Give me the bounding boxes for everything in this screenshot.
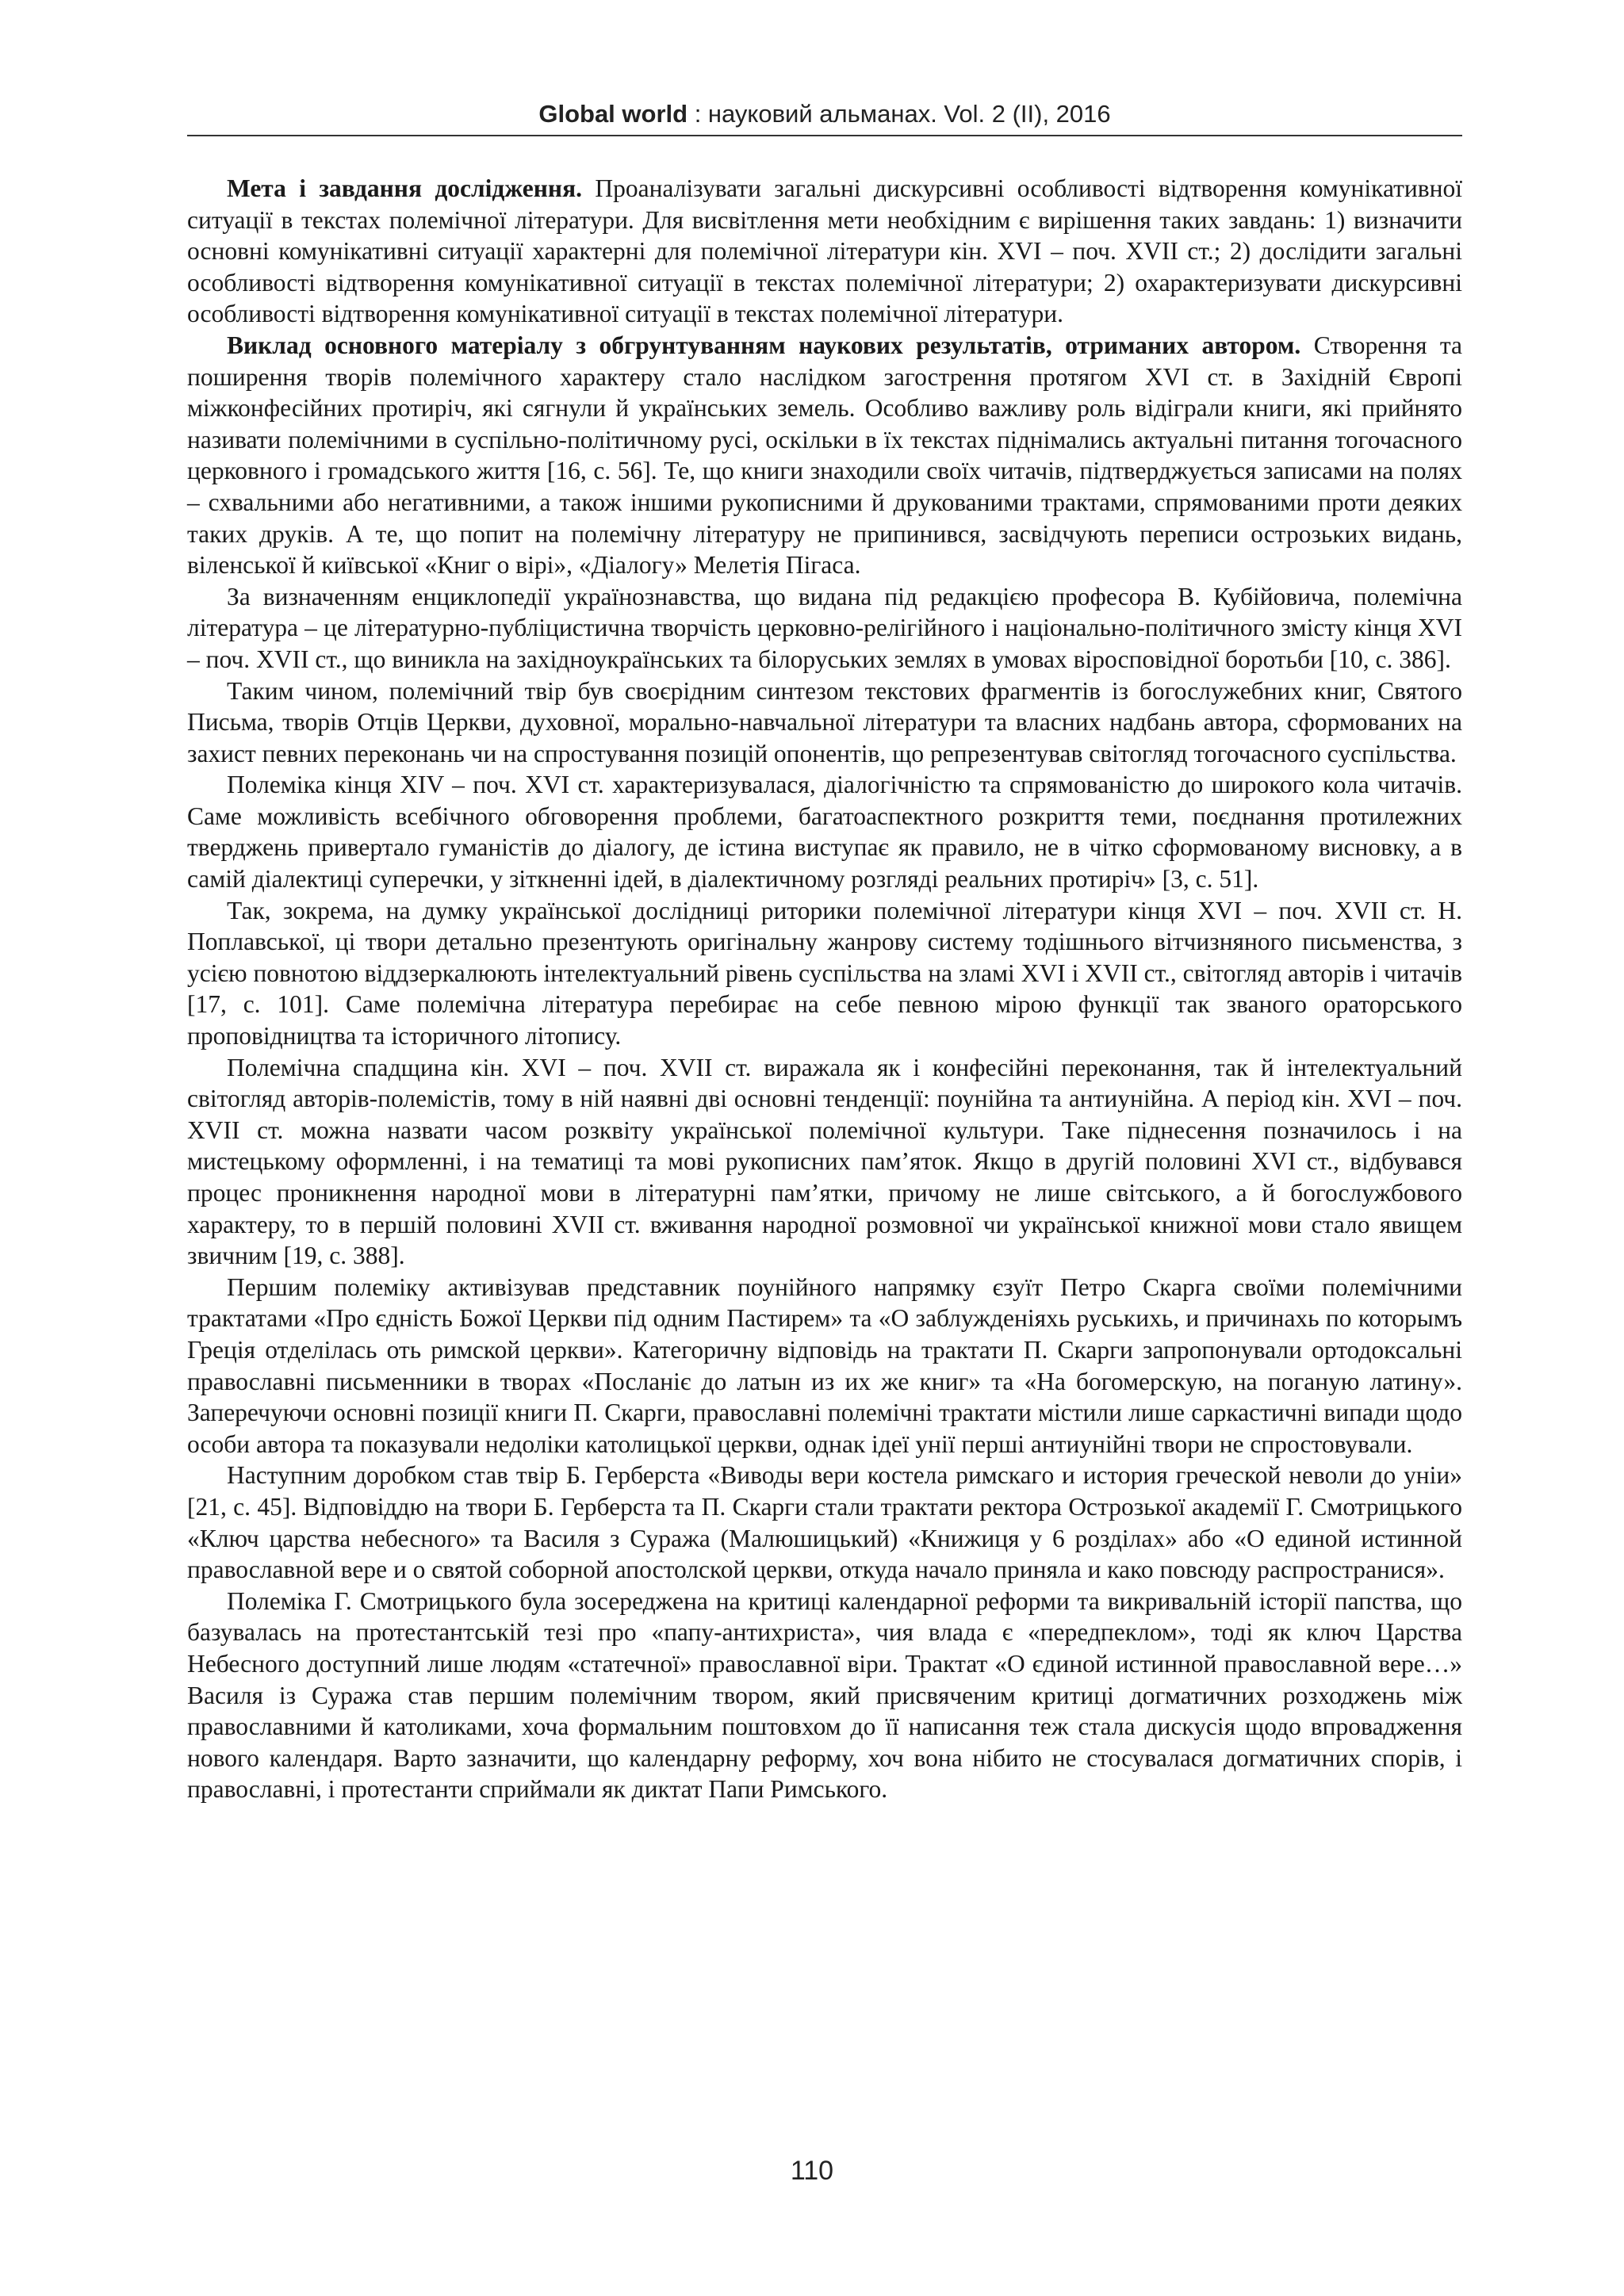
section-lead-goals: Мета і завдання дослідження. xyxy=(227,174,582,202)
paragraph-text: Першим полеміку активізував представник поунійного напрямку єзуїт Петро Скарга своїми полемічними трактатами «Про єдність Божої Церкви під одним Пастирем» та «О заблужденіяхь руськихь, и причинахь по которымъ Грецiя отделiлась оть римской церкви». Категоричну відповідь на трактати П. Скарги запропонували ортодоксальні православні письменники в творах «Посланіє до латын из их же книг» та «На богомерскую, на поганую латину». Заперечуючи основні позиції книги П. Скарги, православні полемічні трактати містили лише саркастичні випади щодо особи автора та показували недоліки католицької церкви, однак ідеї унії перші антиунійні твори не спростовували. xyxy=(187,1272,1462,1458)
paragraph xyxy=(187,1272,1462,1460)
paragraph-goals xyxy=(187,173,1462,330)
paragraph-text: Так, зокрема, на думку української дослідниці риторики полемічної літератури кінця XVI – поч. XVII ст. Н. Поплавської, ці твори детально презентують оригінальну жанрову систему тодішнього вітчизняного письменства, з усією повнотою віддзеркалюють інтелектуальний рівень суспільства на зламі XVI і XVII ст., світогляд авторів і читачів [17, с. 101]. Саме полемічна література перебирає на себе певною мірою функції так званого ораторського проповідництва та історичного літопису. xyxy=(187,896,1462,1050)
page-number: 110 xyxy=(790,2156,834,2186)
paragraph xyxy=(187,1586,1462,1805)
paragraph xyxy=(187,895,1462,1052)
paragraph-text: Полеміка Г. Смотрицького була зосереджена на критиці календарної реформи та викривальній історії папства, що базувалась на протестантській тезі про «папу-антихриста», чия влада є «передпеклом», тоді як ключ Царства Небесного доступний лише людям «статечної» православної віри. Трактат «О єдиной истинной православной вере…» Василя із Суража став першим полемічним твором, який присвяченим критиці догматичних розходжень між православними й католиками, хоча формальним поштовхом до її написання теж стала дискусія щодо впровадження нового календаря. Варто зазначити, що календарну реформу, хоч вона нібито не стосувалася догматичних спорів, і православні, і протестанти сприймали як диктат Папи Римського. xyxy=(187,1586,1462,1804)
article-body xyxy=(187,173,1462,1805)
paragraph xyxy=(187,675,1462,770)
paragraph-text: Створення та поширення творів полемічного характеру стало наслідком загострення протягом XVI ст. в Західній Європі міжконфесійних протиріч, які сягнули й українських земель. Особливо важливу роль відіграли книги, які прийнято називати полемічними в суспільно-політичному русі, оскільки в їх текстах піднімались актуальні питання тогочасного церковного і громадського життя [16, с. 56]. Те, що книги знаходили своїх читачів, підтверджується записами на полях – схвальними або негативними, а також іншими рукописними й друкованими трактами, спрямованими проти деяких таких друків. А те, що попит на полемічну літературу не припинився, засвідчують переписи острозьких видань, віленської й київської «Книг о вірі», «Діалогу» Мелетія Пігаса. xyxy=(187,331,1463,580)
paragraph-main-material xyxy=(187,330,1462,581)
paragraph xyxy=(187,1460,1462,1585)
paragraph xyxy=(187,581,1462,675)
paragraph xyxy=(187,1052,1462,1272)
paragraph-text: Таким чином, полемічний твір був своєрідним синтезом текстових фрагментів із богослужебних книг, Святого Письма, творів Отців Церкви, духовної, морально-навчальної літератури та власних надбань автора, сформованих на захист певних переконань чи на спростування позицій опонентів, що репрезентував світогляд тогочасного суспільства. xyxy=(187,676,1462,767)
paragraph-text: Полеміка кінця XIV – поч. XVI ст. характеризувалася, діалогічністю та спрямованістю до широкого кола читачів. Саме можливість всебічного обговорення проблеми, багатоаспектного розкриття теми, поєднання протилежних тверджень привертало гуманістів до діалогу, де істина виступає як правило, не в чітко сформованому висновку, а в самій діалектиці суперечки, у зіткненні ідей, в діалектичному розгляді реальних протиріч» [3, с. 51]. xyxy=(187,771,1462,894)
running-header xyxy=(187,98,1462,130)
journal-volume: : науковий альманах. Vol. 2 (II), 2016 xyxy=(688,100,1111,128)
paragraph-text: Полемічна спадщина кін. XVI – поч. XVII ст. виражала як і конфесійні переконання, так й інтелектуальний світогляд авторів-полемістів, тому в ній наявні дві основні тенденції: поунійна та антиунійна. А період кін. XVI – поч. XVII ст. можна назвати часом розквіту української полемічної культури. Таке піднесення позначилось і на мистецькому оформленні, і на тематиці та мові рукописних пам’яток. Якщо в другій половині XVI ст., відбувався процес проникнення народної мови в літературні пам’ятки, причому не лише світського, а й богослужбового характеру, то в першій половині XVII ст. вживання народної розмовної чи української книжної мови стало явищем звичним [19, с. 388]. xyxy=(187,1053,1462,1270)
journal-title: Global world xyxy=(538,100,688,128)
paragraph-text: Проаналізувати загальні дискурсивні особливості відтворення комунікативної ситуації в текстах полемічної літератури. Для висвітлення мети необхідним є вирішення таких завдань: 1) визначити основні комунікативні ситуації характерні для полемічної літератури кін. XVI – поч. XVII ст.; 2) дослідити загальні особливості відтворення комунікативної ситуації в текстах полемічної літератури; 2) охарактеризувати дискурсивні особливості відтворення комунікативної ситуації в текстах полемічної літератури. xyxy=(187,174,1463,328)
paragraph-text: Наступним доробком став твір Б. Герберста «Виводы вери костела римскагo и история греческой неволи до унiи» [21, с. 45]. Відповіддю на твори Б. Герберста та П. Скарги стали трактати ректора Острозької академії Г. Смотрицького «Ключ царства небесного» та Василя з Суража (Малюшицький) «Книжиця у 6 розділах» або «О единой истинной православной вере и о святой соборной апостолской церкви, откуда начало приняла и како повсюду распространися». xyxy=(187,1461,1462,1584)
header-rule xyxy=(187,135,1462,136)
paragraph xyxy=(187,769,1462,894)
paragraph-text: За визначенням енциклопедії українознавства, що видана під редакцією професора В. Кубійовича, полемічна література – це літературно-публіцистична творчість церковно-релігійного і національно-політичного змісту кінця XVI – поч. XVII ст., що виникла на західноукраїнських та білоруських землях в умовах віросповідної боротьби [10, с. 386]. xyxy=(187,582,1462,673)
section-lead-main-material: Виклад основного матеріалу з обгрунтуванням наукових результатів, отриманих автором. xyxy=(227,331,1301,359)
